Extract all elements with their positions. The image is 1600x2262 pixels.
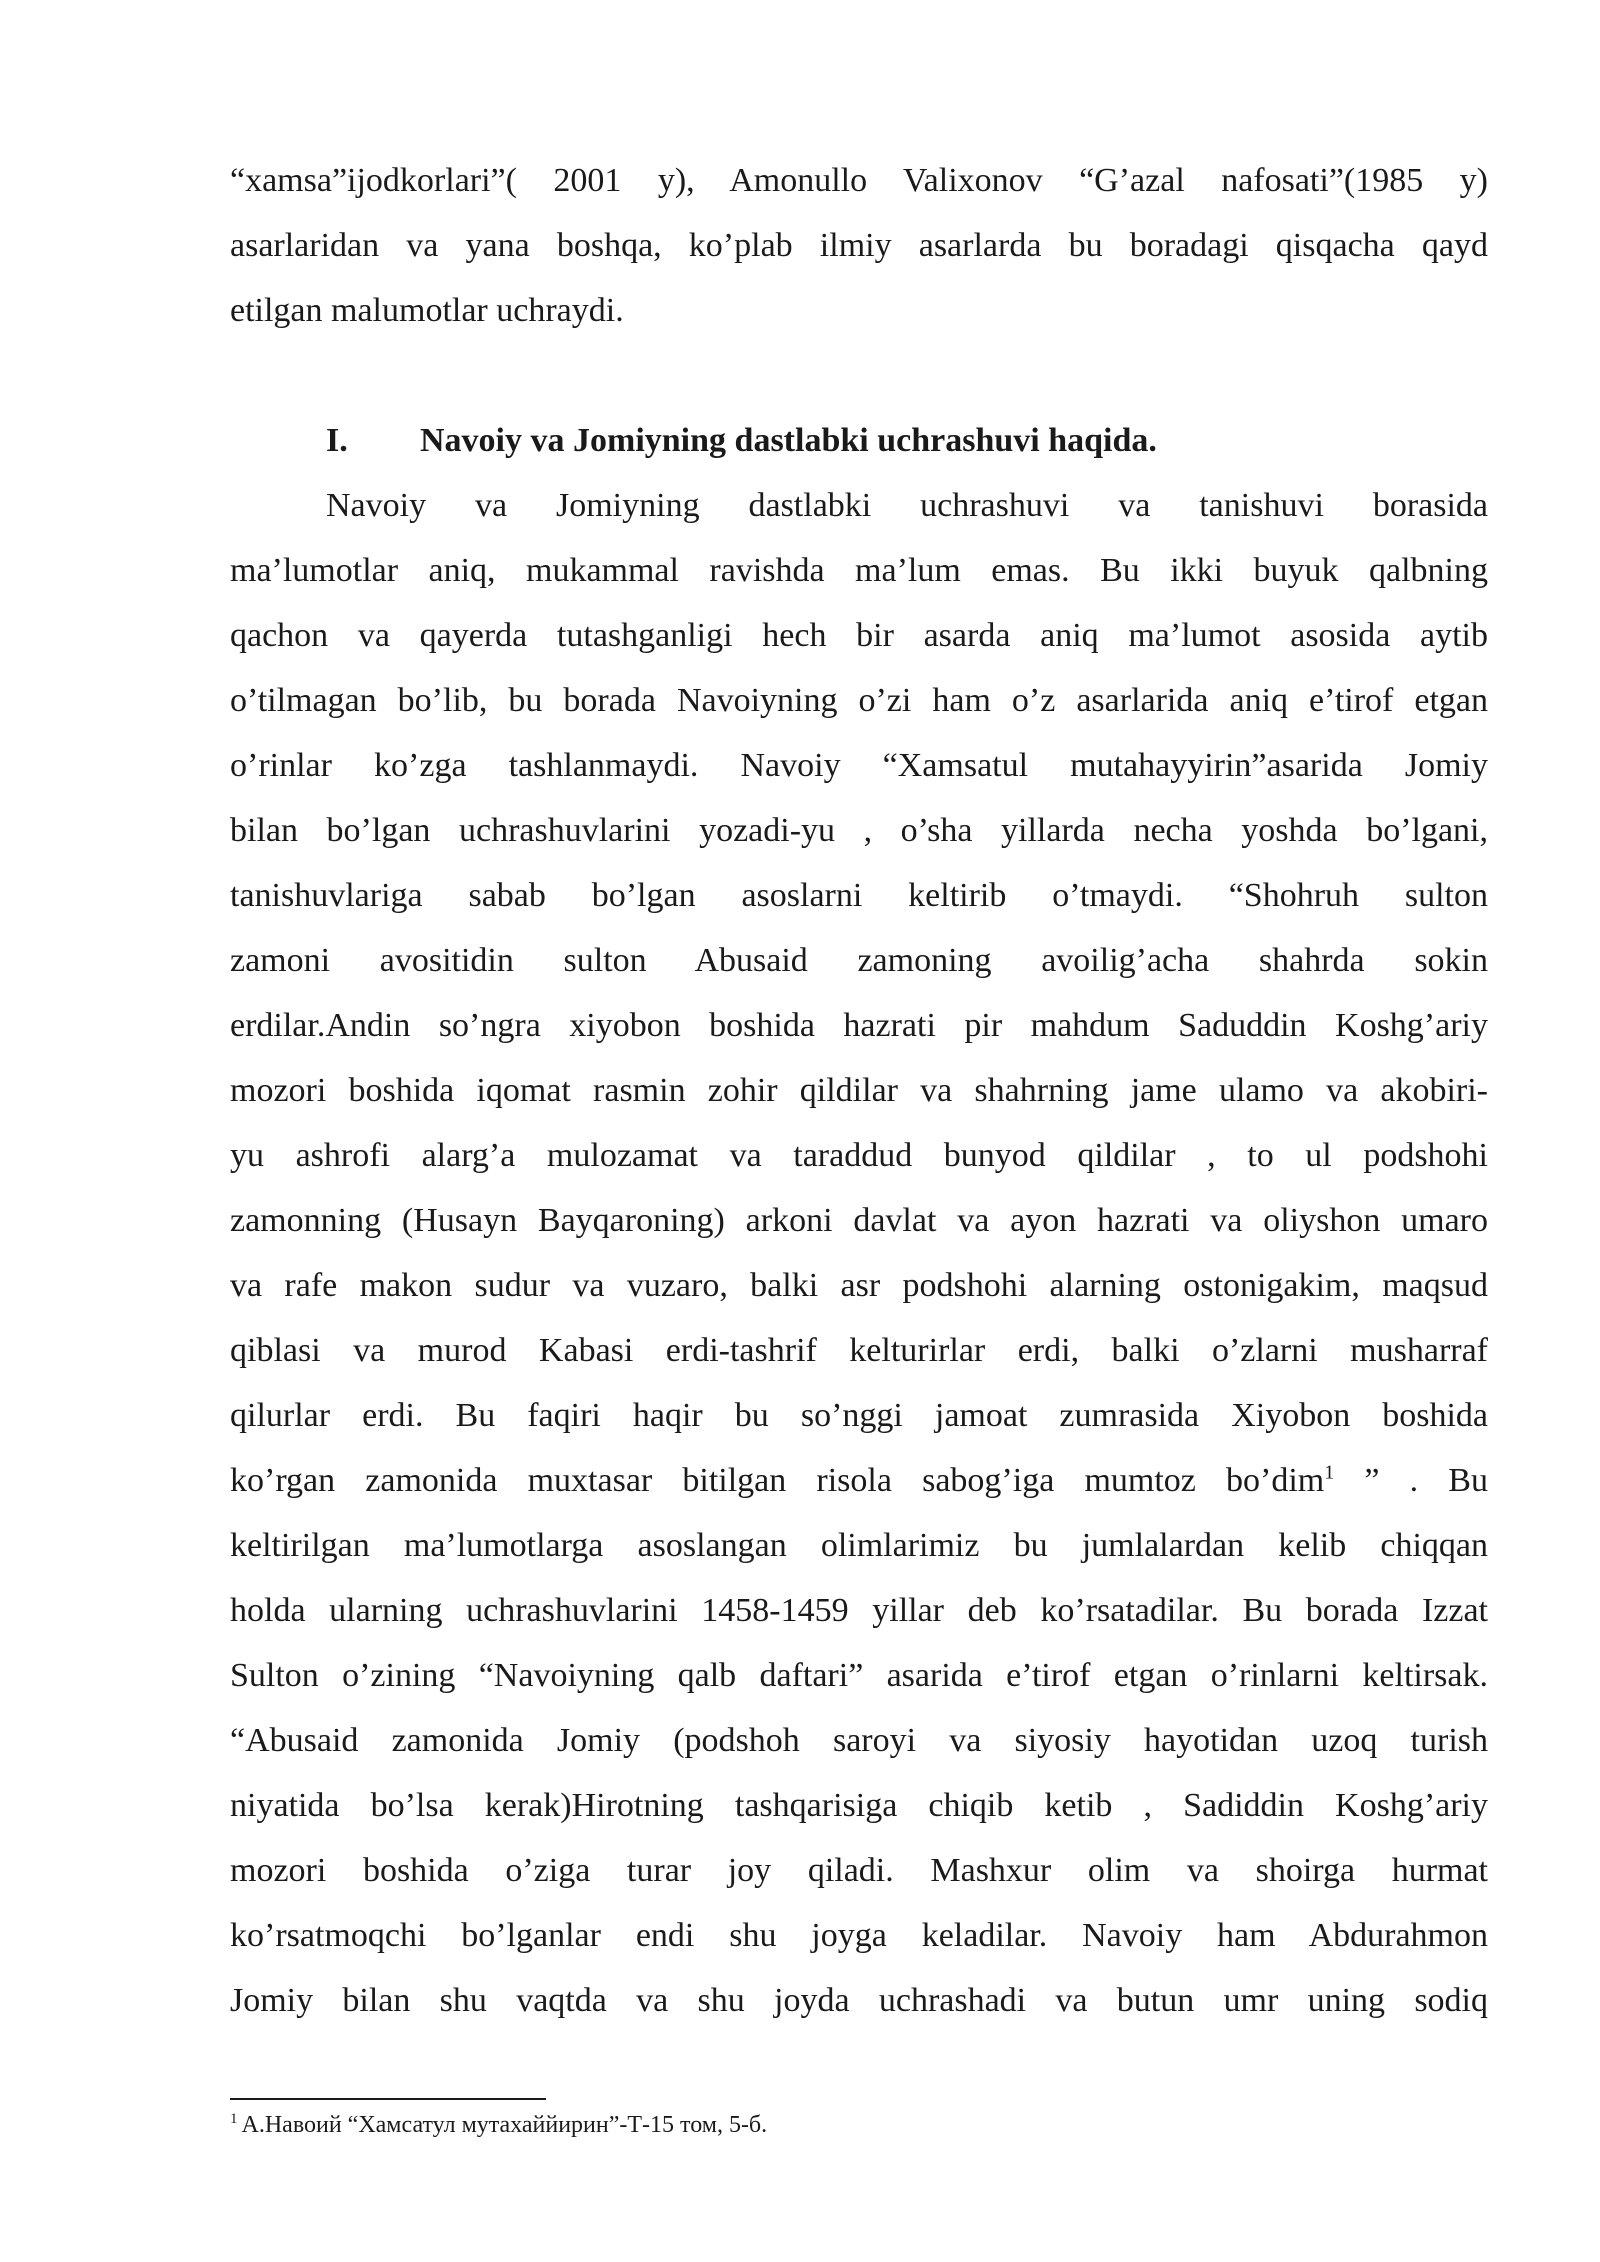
section-number: I. — [326, 422, 348, 459]
text-line: o’tilmagan bo’lib, bu borada Navoiyning o’zi ham o’z asarlarida aniq e’tirof etgan — [230, 682, 1488, 719]
text-line: erdilar.Andin so’ngra xiyobon boshida hazrati pir mahdum Saduddin Koshg’ariy — [230, 1007, 1488, 1044]
text-line: zamoni avositidin sulton Abusaid zamoning avoilig’acha shahrda sokin — [230, 942, 1488, 979]
footnote — [230, 2108, 767, 2142]
section-heading — [230, 408, 1488, 473]
text-line: “xamsa”ijodkorlari”( 2001 y), Amonullo Valixonov “G’azal nafosati”(1985 y) — [230, 162, 1488, 199]
footnote-text: А.Навоий “Хамсатул мутахаййирин”-Т-15 том, 5-б. — [241, 2112, 768, 2138]
text-line: bilan bo’lgan uchrashuvlarini yozadi-yu , o’sha yillarda necha yoshda bo’lgani, — [230, 812, 1488, 849]
text-line: o’rinlar ko’zga tashlanmaydi. Navoiy “Xamsatul mutahayyirin”asarida Jomiy — [230, 747, 1488, 784]
footnote-separator — [230, 2098, 546, 2100]
paragraph-body — [230, 473, 1488, 2033]
document-page — [230, 148, 1488, 2033]
text-segment: ko’rgan zamonida muxtasar bitilgan risola sabog’iga mumtoz bo’dim — [230, 1462, 1325, 1499]
text-line: holda ularning uchrashuvlarini 1458-1459 yillar deb ko’rsatadilar. Bu borada Izzat — [230, 1592, 1488, 1629]
footnote-number: 1 — [230, 2111, 238, 2127]
text-line: asarlaridan va yana boshqa, ko’plab ilmiy asarlarda bu boradagi qisqacha qayd — [230, 227, 1488, 264]
text-line: etilgan malumotlar uchraydi. — [230, 292, 624, 329]
text-line: tanishuvlariga sabab bo’lgan asoslarni keltirib o’tmaydi. “Shohruh sulton — [230, 877, 1488, 914]
text-line: ko’rsatmoqchi bo’lganlar endi shu joyga keladilar. Navoiy ham Abdurahmon — [230, 1917, 1488, 1954]
text-line: Sulton o’zining “Navoiyning qalb daftari” asarida e’tirof etgan o’rinlarni keltirsak. — [230, 1657, 1488, 1694]
text-line: “Abusaid zamonida Jomiy (podshoh saroyi va siyosiy hayotidan uzoq turish — [230, 1722, 1488, 1759]
text-line: yu ashrofi alarg’a mulozamat va taraddud bunyod qildilar , to ul podshohi — [230, 1137, 1488, 1174]
text-line: ma’lumotlar aniq, mukammal ravishda ma’lum emas. Bu ikki buyuk qalbning — [230, 552, 1488, 589]
paragraph-spacing — [230, 343, 1488, 408]
text-line: Jomiy bilan shu vaqtda va shu joyda uchrashadi va butun umr uning sodiq — [230, 1982, 1488, 2019]
text-line: zamonning (Husayn Bayqaroning) arkoni davlat va ayon hazrati va oliyshon umaro — [230, 1202, 1488, 1239]
text-line: qilurlar erdi. Bu faqiri haqir bu so’nggi jamoat zumrasida Xiyobon boshida — [230, 1397, 1488, 1434]
text-line: mozori boshida o’ziga turar joy qiladi. Mashxur olim va shoirga hurmat — [230, 1852, 1488, 1889]
text-line: niyatida bo’lsa kerak)Hirotning tashqarisiga chiqib ketib , Sadiddin Koshg’ariy — [230, 1787, 1488, 1824]
text-line: qiblasi va murod Kabasi erdi-tashrif kelturirlar erdi, balki o’zlarni musharraf — [230, 1332, 1488, 1369]
text-line: keltirilgan ma’lumotlarga asoslangan olimlarimiz bu jumlalardan kelib chiqqan — [230, 1527, 1488, 1564]
paragraph-intro — [230, 148, 1488, 343]
footnote-reference[interactable]: 1 — [1324, 1461, 1335, 1484]
text-line: va rafe makon sudur va vuzaro, balki asr podshohi alarning ostonigakim, maqsud — [230, 1267, 1488, 1304]
text-segment: ” . Bu — [1334, 1462, 1488, 1499]
text-line-with-footnote — [230, 1448, 1488, 1513]
text-line: Navoiy va Jomiyning dastlabki uchrashuvi va tanishuvi borasida — [326, 487, 1488, 524]
section-title: Navoiy va Jomiyning dastlabki uchrashuvi haqida. — [420, 422, 1157, 459]
text-line: mozori boshida iqomat rasmin zohir qildilar va shahrning jame ulamo va akobiri- — [230, 1072, 1488, 1109]
text-line: qachon va qayerda tutashganligi hech bir asarda aniq ma’lumot asosida aytib — [230, 617, 1488, 654]
